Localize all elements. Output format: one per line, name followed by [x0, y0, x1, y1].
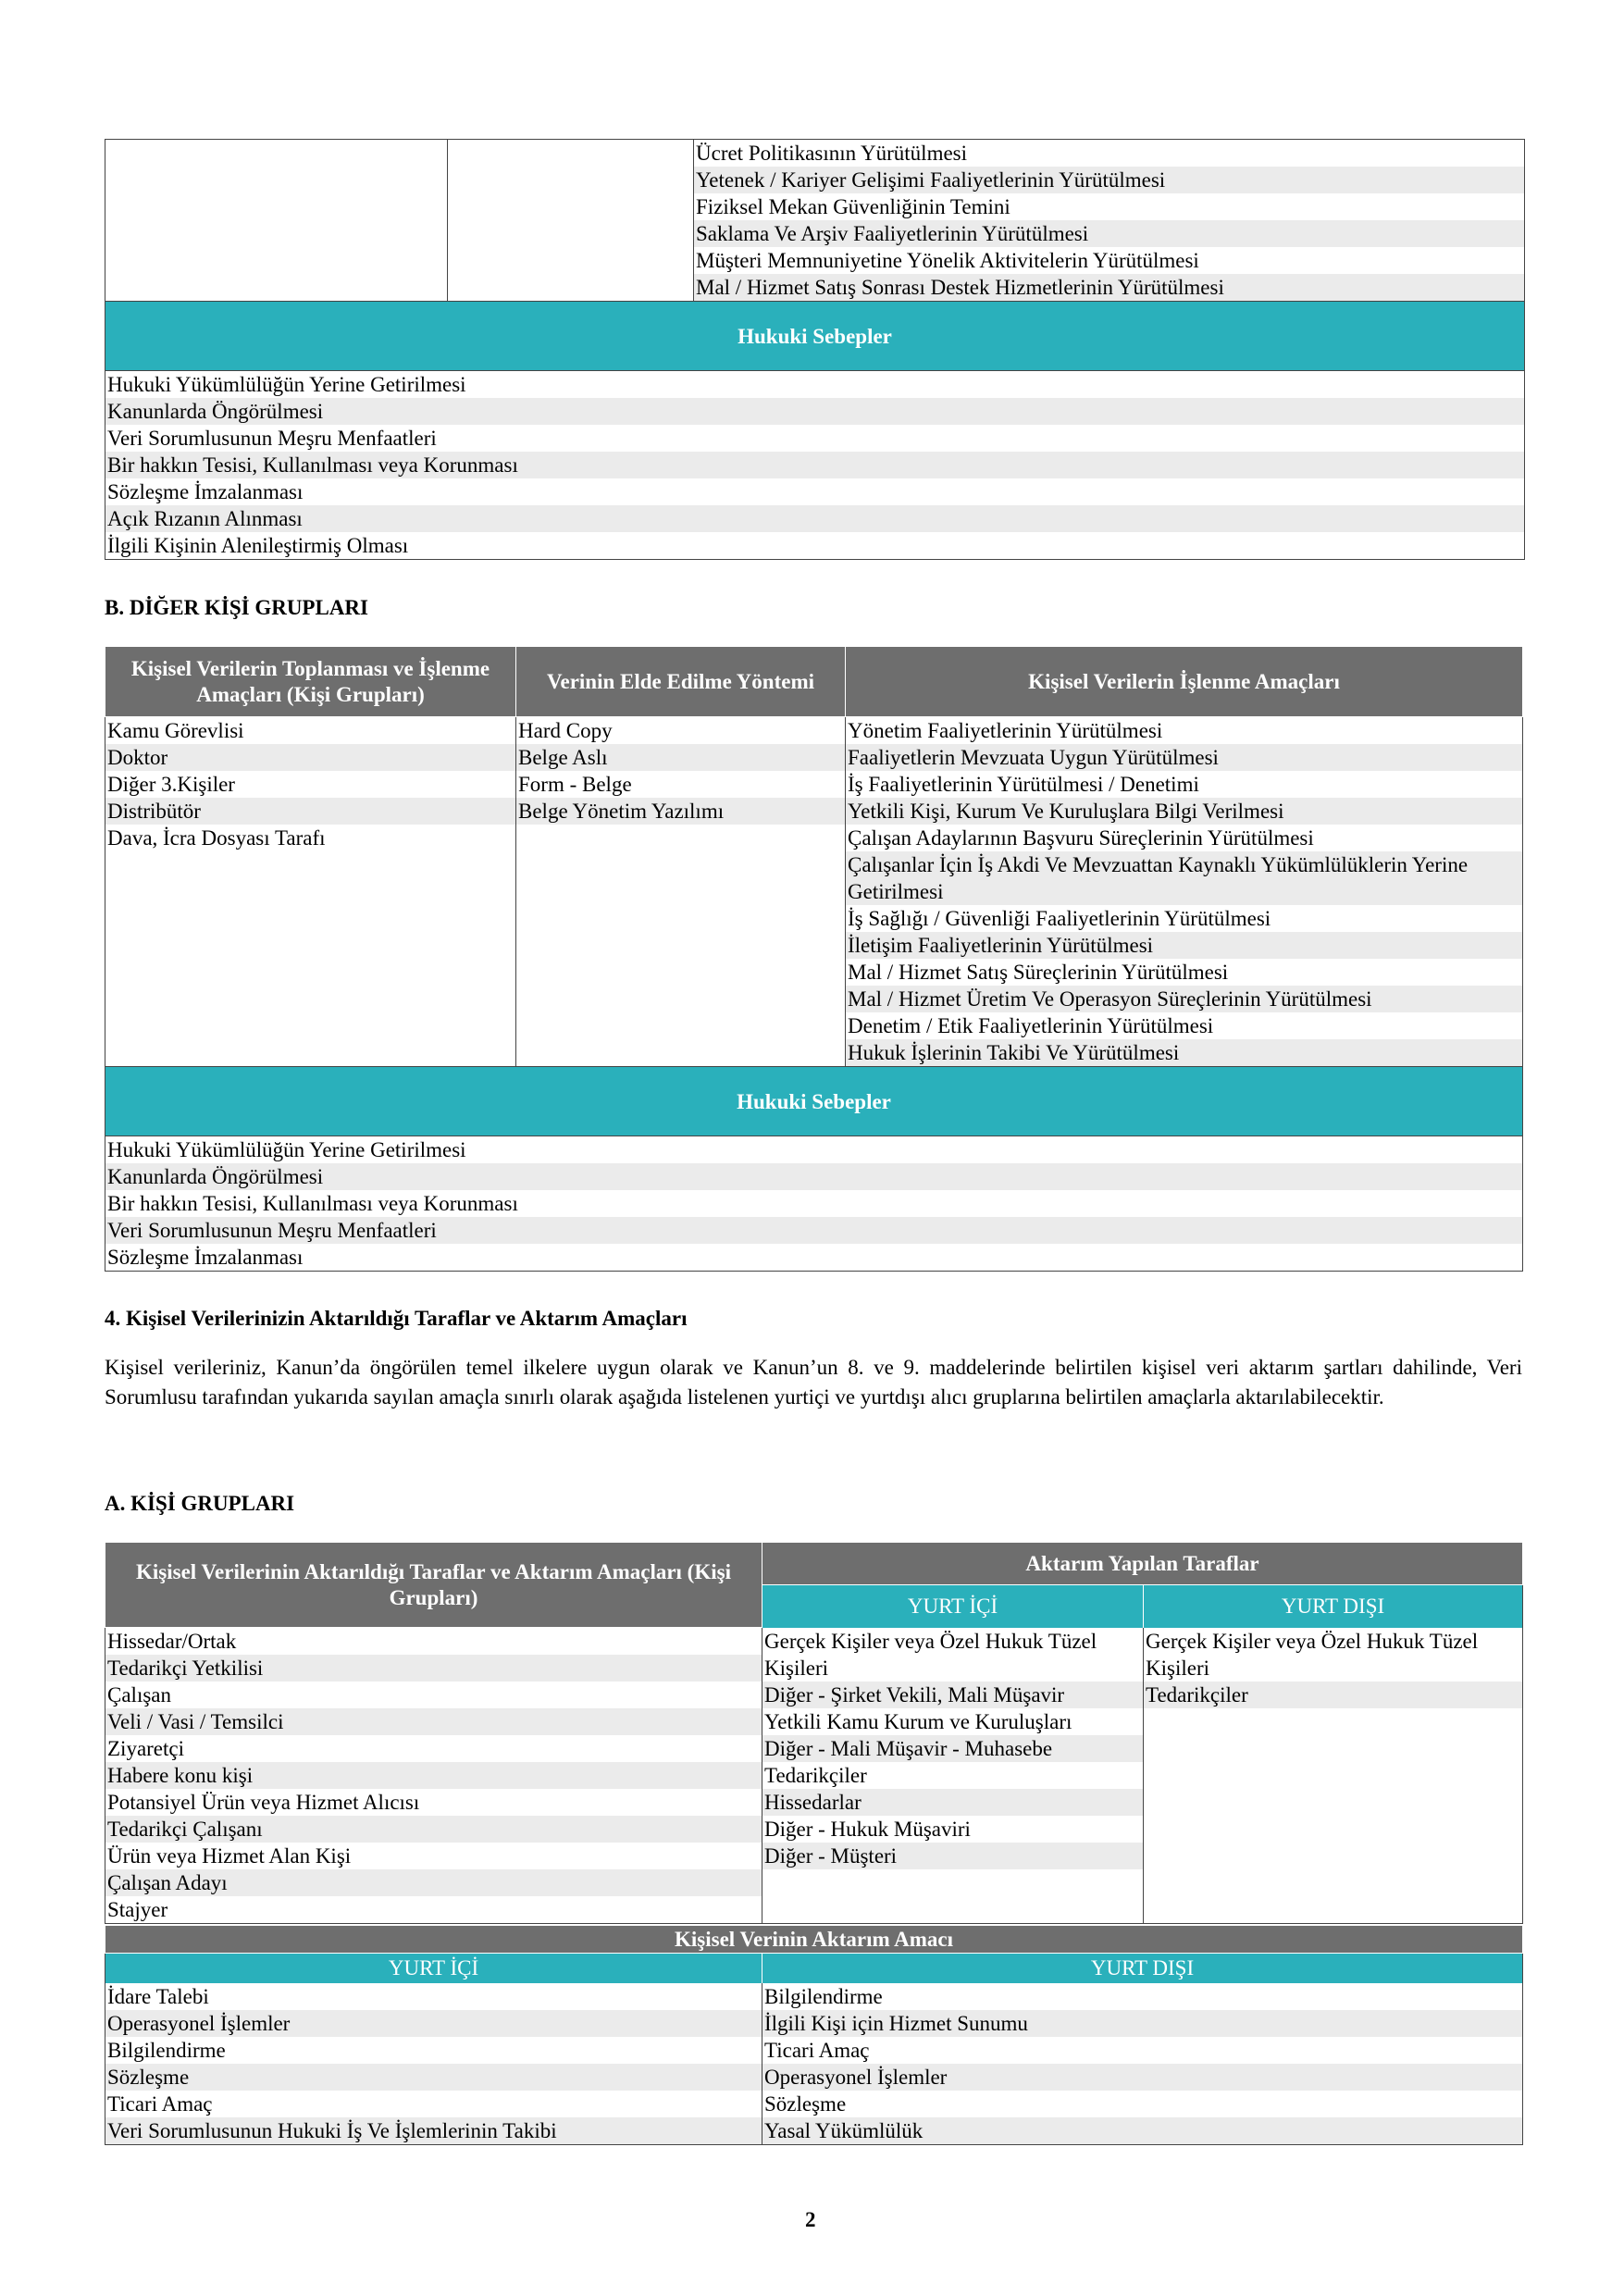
list-item: İlgili Kişinin Alenileştirmiş Olması: [107, 534, 409, 557]
list-item: Yönetim Faaliyetlerinin Yürütülmesi: [848, 719, 1163, 742]
list-item: Diğer - Şirket Vekili, Mali Müşavir: [762, 1682, 1143, 1708]
legal-reasons-header: Hukuki Sebepler: [105, 302, 1525, 371]
list-item: Veri Sorumlusunun Meşru Menfaatleri: [107, 427, 437, 450]
list-item: Yetkili Kişi, Kurum Ve Kuruluşlara Bilgi Verilmesi: [846, 798, 1522, 825]
list-item: Müşteri Memnuniyetine Yönelik Aktivitelerin Yürütülmesi: [696, 249, 1199, 272]
list-item: Tedarikçiler: [1144, 1682, 1522, 1708]
list-item: İdare Talebi: [107, 1984, 209, 2008]
list-item: Diğer - Mali Müşavir - Muhasebe: [762, 1735, 1143, 1762]
list-item: Mal / Hizmet Üretim Ve Operasyon Süreçlerinin Yürütülmesi: [846, 986, 1522, 1012]
purpose-abroad-cell: [762, 1983, 1523, 2145]
list-item: Sözleşme: [764, 2091, 847, 2116]
list-item: Gerçek Kişiler veya Özel Hukuk Tüzel Kişileri: [1146, 1629, 1479, 1680]
table-continued: [105, 139, 1525, 560]
list-item: Hissedar/Ortak: [107, 1630, 237, 1653]
list-item: Veri Sorumlusunun Hukuki İş Ve İşlemlerinin Takibi: [105, 2117, 762, 2144]
header-parties: Aktarım Yapılan Taraflar: [762, 1543, 1523, 1585]
section-4-title: 4. Kişisel Verilerinizin Aktarıldığı Taraflar ve Aktarım Amaçları: [105, 1307, 688, 1330]
list-item: Hukuk İşlerinin Takibi Ve Yürütülmesi: [846, 1039, 1522, 1066]
list-item: Saklama Ve Arşiv Faaliyetlerinin Yürütülmesi: [694, 220, 1524, 247]
list-item: Diğer - Hukuk Müşaviri: [764, 1817, 971, 1841]
legal-reasons-list: [105, 371, 1525, 560]
purposes-cell: [846, 717, 1523, 1067]
header-abroad: YURT DIŞI: [1144, 1585, 1523, 1628]
list-item: Operasyonel İşlemler: [762, 2064, 1522, 2091]
list-item: Veli / Vasi / Temsilci: [105, 1708, 762, 1735]
list-item: Potansiyel Ürün veya Hizmet Alıcısı: [107, 1791, 420, 1814]
empty-cell: [448, 140, 694, 302]
list-item: Hukuki Yükümlülüğün Yerine Getirilmesi: [107, 373, 466, 396]
list-item: Diğer - Müşteri: [762, 1843, 1143, 1869]
purpose-domestic-cell: [105, 1983, 762, 2145]
list-item: Distribütör: [105, 798, 515, 825]
list-item: Hissedarlar: [762, 1789, 1143, 1816]
list-item: Ürün veya Hizmet Alan Kişi: [107, 1844, 352, 1868]
list-item: Açık Rızanın Alınması: [105, 505, 1524, 532]
abroad-parties-cell: [1144, 1628, 1523, 1924]
list-item: Kamu Görevlisi: [107, 719, 244, 742]
list-item: Ticari Amaç: [764, 2038, 870, 2062]
list-item: Sözleşme İmzalanması: [107, 1246, 304, 1269]
list-item: Tedarikçi Çalışanı: [105, 1816, 762, 1843]
list-item: Bir hakkın Tesisi, Kullanılması veya Korunması: [105, 452, 1524, 478]
legal-reasons-list: [105, 1136, 1523, 1272]
section-4-paragraph: Kişisel verileriniz, Kanun’da öngörülen temel ilkelere uygun olarak ve Kanun’un 8. ve 9. maddelerinde belirtilen kişisel veri aktarım şartları dahilinde, Veri Sorumlusu tarafından yukarıda sayılan amaçla sınırlı olarak aşağıda listelenen yurtiçi ve yurtdışı alıcı gruplarına belirtilen amaçlarla aktarılabilecektir.: [105, 1356, 1522, 1409]
list-item: Belge Yönetim Yazılımı: [516, 798, 845, 825]
section-b-title: B. DİĞER KİŞİ GRUPLARI: [105, 596, 368, 619]
list-item: Gerçek Kişiler veya Özel Hukuk Tüzel Kişileri: [764, 1629, 1097, 1680]
list-item: Hukuki Yükümlülüğün Yerine Getirilmesi: [107, 1138, 466, 1161]
groups-cell: [105, 717, 516, 1067]
list-item: İş Faaliyetlerinin Yürütülmesi / Denetimi: [848, 773, 1199, 796]
table-transfer: [105, 1542, 1523, 1924]
list-item: Tedarikçi Yetkilisi: [105, 1655, 762, 1682]
page-number: 2: [805, 2208, 816, 2231]
header-purposes: Kişisel Verilerin İşlenme Amaçları: [846, 647, 1523, 717]
list-item: Bilgilendirme: [107, 2038, 226, 2062]
list-item: Mal / Hizmet Satış Süreçlerinin Yürütülmesi: [848, 961, 1229, 984]
legal-reasons-header: Hukuki Sebepler: [105, 1067, 1523, 1136]
header-groups: Kişisel Verilerin Toplanması ve İşlenme Amaçları (Kişi Grupları): [105, 647, 516, 717]
list-item: Ziyaretçi: [107, 1737, 185, 1760]
methods-cell: [516, 717, 846, 1067]
header-purpose-domestic: YURT İÇİ: [105, 1954, 762, 1983]
list-item: Ticari Amaç: [107, 2091, 213, 2116]
list-item: Diğer 3.Kişiler: [107, 773, 235, 796]
list-item: Çalışanlar İçin İş Akdi Ve Mevzuattan Kaynaklı Yükümlülüklerin Yerine Getirilmesi: [846, 851, 1522, 905]
table-transfer-purpose: [105, 1925, 1523, 2145]
header-transfer-groups: Kişisel Verilerinin Aktarıldığı Taraflar ve Aktarım Amaçları (Kişi Grupları): [105, 1543, 762, 1628]
list-item: Sözleşme: [105, 2064, 762, 2091]
list-item: Kanunlarda Öngörülmesi: [105, 398, 1524, 425]
list-item: Faaliyetlerin Mevzuata Uygun Yürütülmesi: [846, 744, 1522, 771]
list-item: Tedarikçiler: [764, 1763, 867, 1787]
list-item: Denetim / Etik Faaliyetlerinin Yürütülmesi: [848, 1014, 1214, 1037]
list-item: Hard Copy: [518, 719, 613, 742]
list-item: Kanunlarda Öngörülmesi: [105, 1163, 1522, 1190]
purposes-cell: [694, 140, 1525, 302]
table-other-groups: [105, 646, 1523, 1272]
list-item: Yasal Yükümlülük: [762, 2117, 1522, 2144]
list-item: Yetenek / Kariyer Gelişimi Faaliyetlerinin Yürütülmesi: [694, 167, 1524, 193]
list-item: Dava, İcra Dosyası Tarafı: [107, 826, 326, 850]
list-item: Habere konu kişi: [105, 1762, 762, 1789]
list-item: Bir hakkın Tesisi, Kullanılması veya Korunması: [107, 1192, 518, 1215]
list-item: Ücret Politikasının Yürütülmesi: [696, 142, 968, 165]
domestic-parties-cell: [762, 1628, 1144, 1924]
list-item: Çalışan Adayı: [105, 1869, 762, 1896]
header-purpose-abroad: YURT DIŞI: [762, 1954, 1523, 1983]
transfer-groups-cell: [105, 1628, 762, 1924]
header-transfer-purpose: Kişisel Verinin Aktarım Amacı: [105, 1926, 1523, 1954]
list-item: İlgili Kişi için Hizmet Sunumu: [762, 2010, 1522, 2037]
list-item: Veri Sorumlusunun Meşru Menfaatleri: [105, 1217, 1522, 1244]
list-item: Doktor: [105, 744, 515, 771]
list-item: Operasyonel İşlemler: [105, 2010, 762, 2037]
list-item: Çalışan Adaylarının Başvuru Süreçlerinin Yürütülmesi: [848, 826, 1314, 850]
list-item: Yetkili Kamu Kurum ve Kuruluşları: [764, 1709, 1072, 1733]
list-item: Sözleşme İmzalanması: [107, 480, 304, 503]
header-method: Verinin Elde Edilme Yöntemi: [516, 647, 846, 717]
list-item: Fiziksel Mekan Güvenliğinin Temini: [696, 195, 1010, 218]
section-a-title: A. KİŞİ GRUPLARI: [105, 1492, 295, 1515]
list-item: İletişim Faaliyetlerinin Yürütülmesi: [846, 932, 1522, 959]
list-item: Bilgilendirme: [764, 1984, 883, 2008]
list-item: Stajyer: [107, 1898, 168, 1921]
list-item: Form - Belge: [518, 773, 632, 796]
header-domestic: YURT İÇİ: [762, 1585, 1144, 1628]
list-item: Belge Aslı: [516, 744, 845, 771]
list-item: Çalışan: [107, 1683, 171, 1706]
list-item: Mal / Hizmet Satış Sonrası Destek Hizmetlerinin Yürütülmesi: [694, 274, 1524, 301]
list-item: İş Sağlığı / Güvenliği Faaliyetlerinin Yürütülmesi: [848, 907, 1271, 930]
empty-cell: [105, 140, 448, 302]
